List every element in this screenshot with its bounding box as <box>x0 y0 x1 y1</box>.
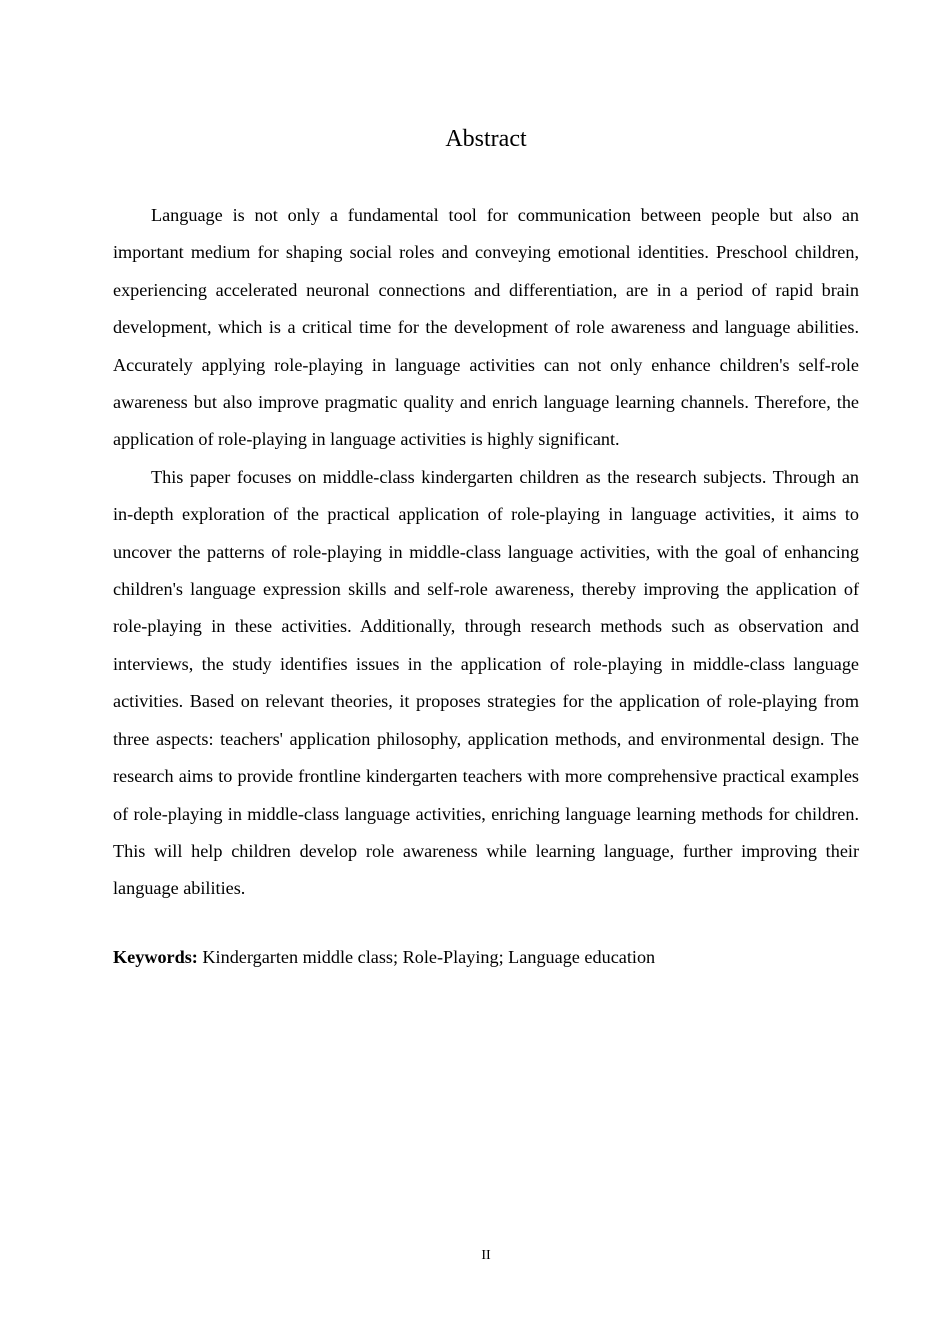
abstract-paragraph-2: This paper focuses on middle-class kindergarten children as the research subjects. Through an in-depth exploration of the practical application of role-playing in language activities, it aims to uncover the patterns of role-playing in middle-class language activities, with the goal of enhancing children's language expression skills and self-role awareness, thereby improving the application of role-playing in these activities. Additionally, through research methods such as observation and interviews, the study identifies issues in the application of role-playing in middle-class language activities. Based on relevant theories, it proposes strategies for the application of role-playing from three aspects: teachers' application philosophy, application methods, and environmental design. The research aims to provide frontline kindergarten teachers with more comprehensive practical examples of role-playing in middle-class language activities, enriching language learning methods for children. This will help children develop role awareness while learning language, further improving their language abilities. <box>113 466 859 899</box>
keywords-label: Keywords: <box>113 947 198 967</box>
page-number: II <box>481 1248 491 1263</box>
abstract-body <box>113 197 859 908</box>
page-title: Abstract <box>445 126 527 152</box>
keywords-text: Kindergarten middle class; Role-Playing; Language education <box>202 947 656 967</box>
keywords-line <box>113 940 859 974</box>
abstract-paragraph-1: Language is not only a fundamental tool for communication between people but also an important medium for shaping social roles and conveying emotional identities. Preschool children, experiencing accelerated neuronal connections and differentiation, are in a period of rapid brain development, which is a critical time for the development of role awareness and language abilities. Accurately applying role-playing in language activities can not only enhance children's self-role awareness but also improve pragmatic quality and enrich language learning channels. Therefore, the application of role-playing in language activities is highly significant. <box>113 205 859 450</box>
